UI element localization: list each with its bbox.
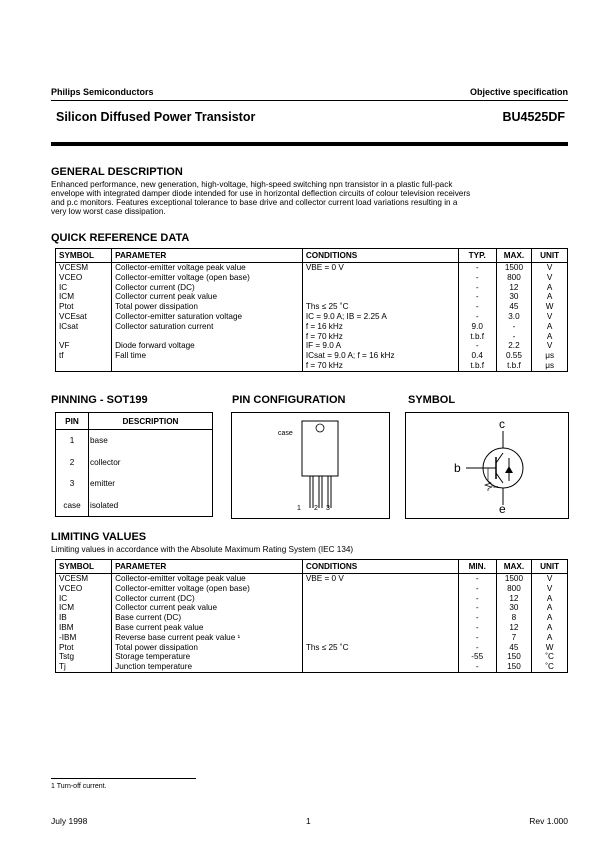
quick-reference-heading: QUICK REFERENCE DATA: [51, 232, 190, 244]
col-typ: TYP.: [458, 249, 496, 263]
pin-description: emitter: [89, 473, 213, 495]
pin-configuration-box: [231, 412, 390, 519]
pinning-table: [55, 412, 213, 517]
lv-min: - - - - - - - - -55 -: [458, 574, 496, 673]
spec-status: Objective specification: [469, 87, 568, 97]
col-max: MAX.: [496, 560, 532, 574]
pin-configuration-heading: PIN CONFIGURATION: [232, 394, 346, 406]
pin-label-1: 1: [297, 505, 301, 512]
qr-conditions: VBE = 0 V Ths ≤ 25 ˚C IC = 9.0 A; IB = 2.25 A f = 16 kHz f = 70 kHz IF = 9.0 A ICsat = 9.0 A; f = 16 kHz f = 70 kHz: [302, 263, 458, 372]
transistor-symbol: [406, 413, 568, 518]
company-name: Philips Semiconductors: [51, 87, 154, 97]
qr-typ: - - - - - - 9.0 t.b.f - 0.4 t.b.f: [458, 263, 496, 372]
pin-label-3: 3: [326, 505, 330, 512]
qr-unit: V V A A W V A A V μs μs: [532, 263, 568, 372]
footer-page-number: 1: [306, 816, 311, 826]
pin-number: case: [56, 495, 89, 517]
symbol-box: [405, 412, 569, 519]
pin-number: 1: [56, 430, 89, 452]
pin-number: 3: [56, 473, 89, 495]
pin-col-description: DESCRIPTION: [89, 413, 213, 430]
lv-max: 1500 800 12 30 8 12 7 45 150 150: [496, 574, 532, 673]
pin-label-2: 2: [314, 505, 318, 512]
footer-revision: Rev 1.000: [529, 816, 568, 826]
col-symbol: SYMBOL: [56, 249, 112, 263]
footnote: 1 Turn-off current.: [51, 783, 107, 790]
pin-description: isolated: [89, 495, 213, 517]
limiting-values-heading: LIMITING VALUES: [51, 531, 147, 543]
general-description-heading: GENERAL DESCRIPTION: [51, 166, 183, 178]
footer-date: July 1998: [51, 816, 88, 826]
pinning-heading: PINNING - SOT199: [51, 394, 148, 406]
pin-number: 2: [56, 452, 89, 474]
qr-parameters: Collector-emitter voltage peak value Collector-emitter voltage (open base) Collector current (DC) Collector current peak value Total power dissipation Collector-emitter saturation voltage Collector saturation current Diode forward voltage Fall time: [112, 263, 303, 372]
col-symbol: SYMBOL: [56, 560, 112, 574]
collector-label: c: [499, 417, 505, 431]
lv-parameters: Collector-emitter voltage peak value Collector-emitter voltage (open base) Collector current (DC) Collector current peak value Base current (DC) Base current peak value Reverse base current peak value ¹ Total power dissipation Storage temperature Junction temperature: [112, 574, 303, 673]
col-unit: UNIT: [532, 560, 568, 574]
product-title: Silicon Diffused Power Transistor: [56, 110, 256, 124]
pin-description: collector: [89, 452, 213, 474]
general-description-text: Enhanced performance, new generation, high-voltage, high-speed switching npn transistor in a plastic full-pack envelope with integrated damper diode intended for use in horizontal deflection circuits of colour television receivers and p.c monitors. Features exceptional tolerance to base drive and collector current load variations resulting in a very low worst case dissipation.: [51, 180, 471, 216]
part-number: BU4525DF: [502, 110, 565, 124]
pin-col-pin: PIN: [56, 413, 89, 430]
limiting-values-table: [55, 559, 568, 673]
col-parameter: PARAMETER: [112, 249, 303, 263]
base-label: b: [454, 461, 461, 475]
pin-description: base: [89, 430, 213, 452]
header-rule-thin: [51, 100, 568, 101]
rbe-label: Rbe: [491, 484, 499, 489]
col-unit: UNIT: [532, 249, 568, 263]
symbol-heading: SYMBOL: [408, 394, 456, 406]
col-max: MAX.: [496, 249, 532, 263]
lv-unit: V V A A A A A W ˚C ˚C: [532, 574, 568, 673]
header-rule-thick: [51, 142, 568, 146]
col-parameter: PARAMETER: [112, 560, 303, 574]
limiting-values-subtitle: Limiting values in accordance with the Absolute Maximum Rating System (IEC 134): [51, 545, 354, 554]
footnote-rule: [51, 778, 196, 779]
case-label: case: [278, 430, 293, 437]
package-drawing: [232, 413, 389, 518]
qr-max: 1500 800 12 30 45 3.0 - - 2.2 0.55 t.b.f: [496, 263, 532, 372]
quick-reference-table: [55, 248, 568, 372]
lv-conditions: VBE = 0 V Ths ≤ 25 ˚C: [302, 574, 458, 673]
lv-symbols: VCESM VCEO IC ICM IB IBM -IBM Ptot Tstg Tj: [56, 574, 112, 673]
emitter-label: e: [499, 502, 506, 516]
col-conditions: CONDITIONS: [302, 560, 458, 574]
qr-symbols: VCESM VCEO IC ICM Ptot VCEsat ICsat VF tf: [56, 263, 112, 372]
col-conditions: CONDITIONS: [302, 249, 458, 263]
col-min: MIN.: [458, 560, 496, 574]
